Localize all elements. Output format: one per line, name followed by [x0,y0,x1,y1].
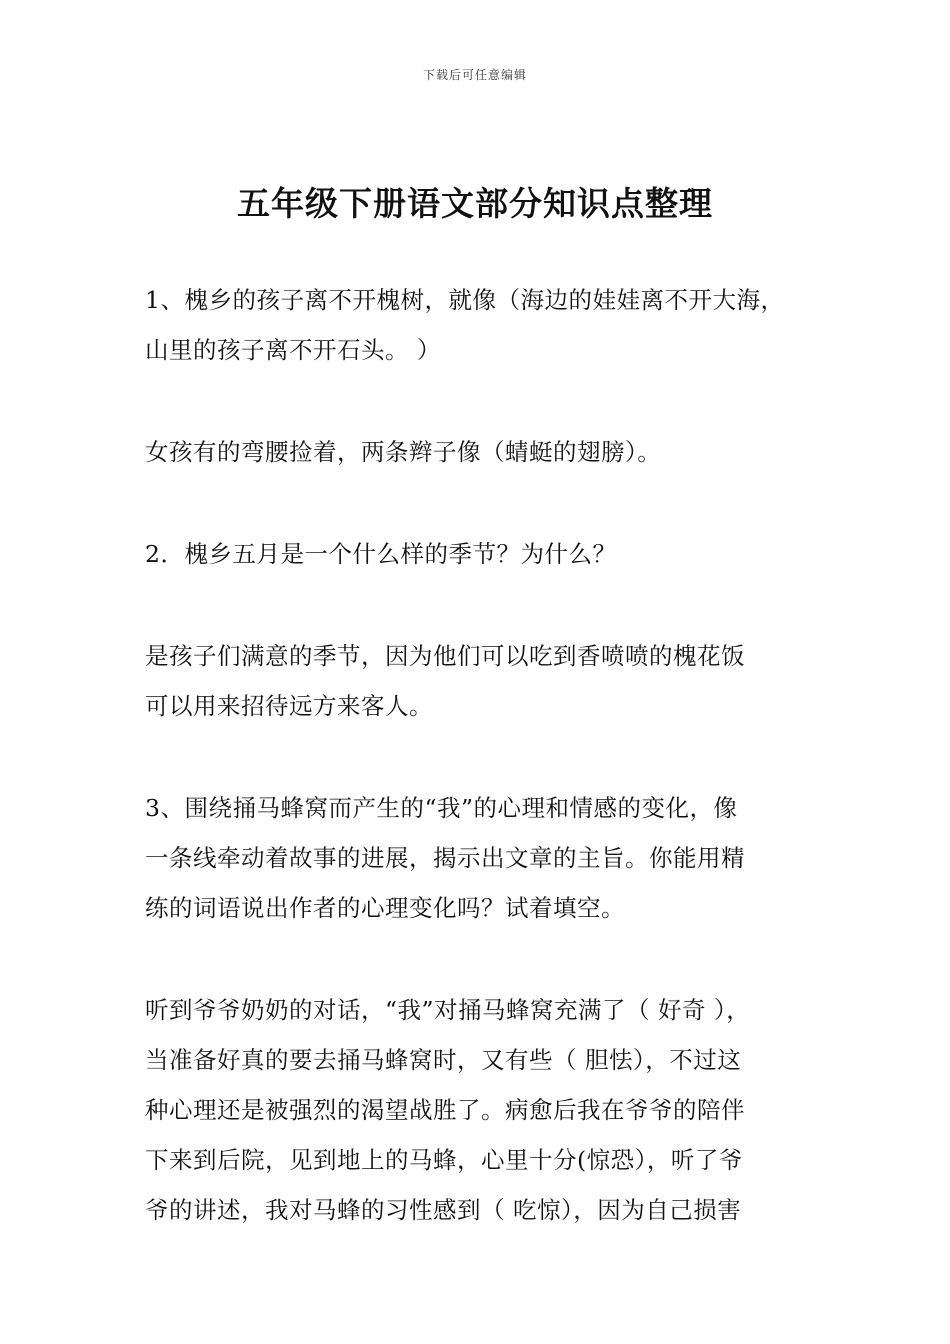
document-body [145,275,835,1287]
text-line: 听到爷爷奶奶的对话，“我”对捅马蜂窝充满了（ 好奇 ）， [145,996,751,1024]
paragraph-2 [145,427,835,477]
page-title: 五年级下册语文部分知识点整理 [237,184,713,223]
text-line: 练的词语说出作者的心理变化吗？试着填空。 [145,894,625,922]
header-note: 下载后可任意编辑 [422,68,527,82]
paragraph-1 [145,275,835,375]
text-line: 当准备好真的要去捅马蜂窝时，又有些（ 胆怯），不过这 [145,1046,742,1074]
text-line: 是孩子们满意的季节，因为他们可以吃到香喷喷的槐花饭 [145,642,745,670]
text-line: 种心理还是被强烈的渴望战胜了。病愈后我在爷爷的陪伴 [145,1096,745,1124]
text-line: 爷的讲述，我对马蜂的习性感到（ 吃惊），因为自己损害 [145,1196,742,1224]
text-line: 一条线牵动着故事的进展，揭示出文章的主旨。你能用精 [145,844,745,872]
text-line: 3、围绕捅马蜂窝而产生的“我”的心理和情感的变化，像 [145,794,738,822]
text-line: 可以用来招待远方来客人。 [145,692,433,720]
text-line: 女孩有的弯腰捡着，两条辫子像（蜻蜓的翅膀）。 [145,438,662,466]
paragraph-4 [145,631,835,731]
paragraph-3 [145,529,835,579]
text-line: 下来到后院，见到地上的马蜂，心里十分(惊恐），听了爷 [145,1146,743,1174]
text-line: 山里的孩子离不开石头。 ） [145,336,441,364]
paragraph-6 [145,985,835,1235]
text-line: 2．槐乡五月是一个什么样的季节？为什么？ [145,540,617,568]
paragraph-5 [145,783,835,933]
text-line: 1、槐乡的孩子离不开槐树，就像（海边的娃娃离不开大海， [145,286,785,314]
